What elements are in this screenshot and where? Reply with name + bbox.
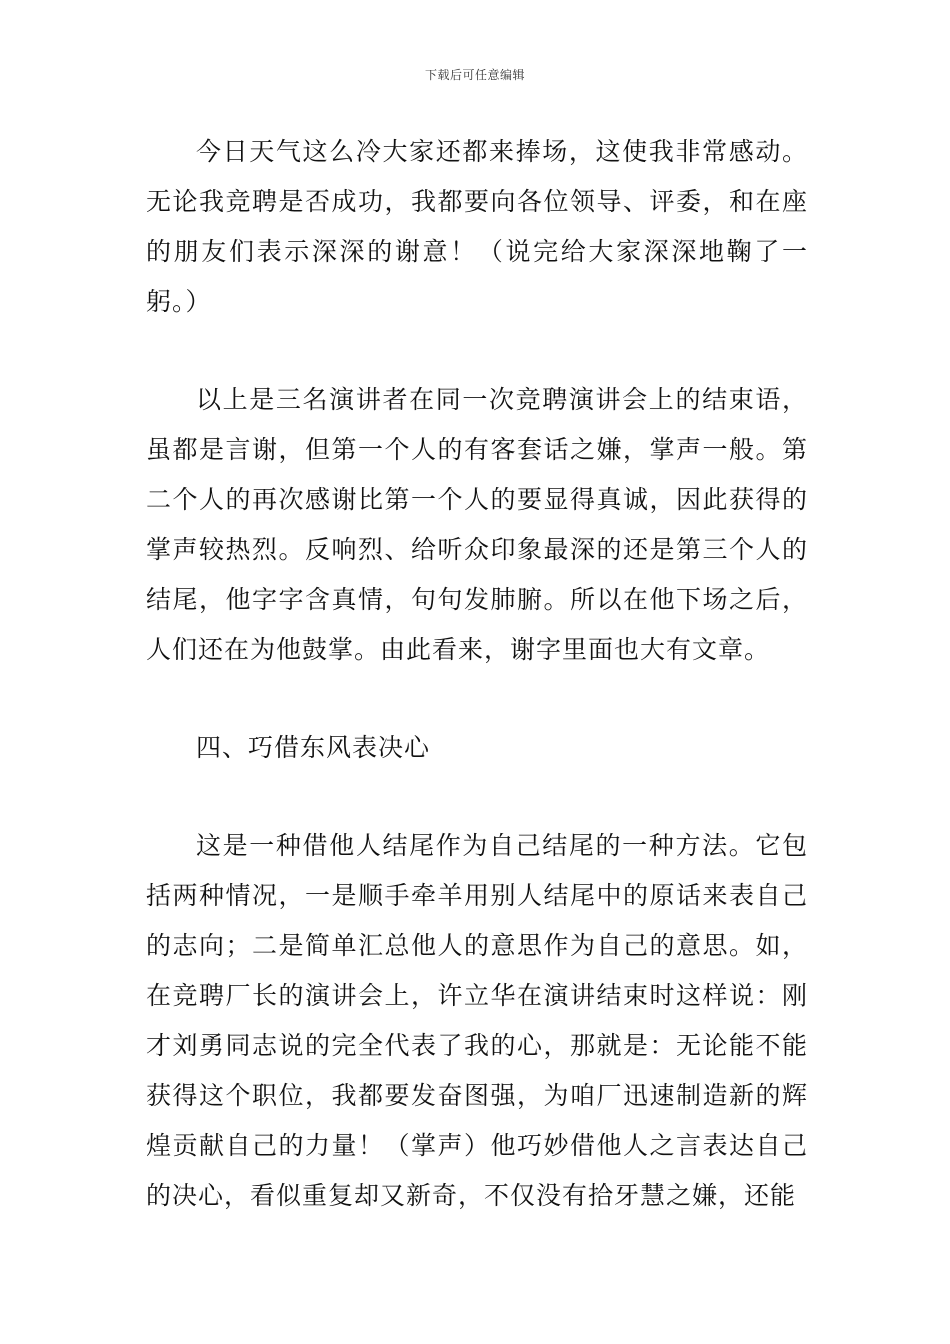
header-note: 下载后可任意编辑 bbox=[424, 68, 525, 82]
body-paragraph-1: 今日天气这么冷大家还都来捧场，这使我非常感动。无论我竞聘是否成功，我都要向各位领导、评委，和在座的朋友们表示深深的谢意！（说完给大家深深地鞠了一躬。） bbox=[146, 137, 808, 316]
document-body bbox=[146, 127, 808, 1221]
body-paragraph-3: 这是一种借他人结尾作为自己结尾的一种方法。它包括两种情况，一是顺手牵羊用别人结尾中的原话来表自己的志向；二是简单汇总他人的意思作为自己的意思。如，在竞聘厂长的演讲会上，许立华在演讲结束时这样说：刚才刘勇同志说的完全代表了我的心，那就是：无论能不能获得这个职位，我都要发奋图强，为咱厂迅速制造新的辉煌贡献自己的力量！（掌声）他巧妙借他人之言表达自己的决心，看似重复却又新奇，不仅没有拾牙慧之嫌，还能 bbox=[146, 831, 808, 1210]
body-paragraph-2: 以上是三名演讲者在同一次竞聘演讲会上的结束语，虽都是言谢，但第一个人的有客套话之嫌，掌声一般。第二个人的再次感谢比第一个人的要显得真诚，因此获得的掌声较热烈。反响烈、给听众印象最深的还是第三个人的结尾，他字字含真情，句句发肺腑。所以在他下场之后，人们还在为他鼓掌。由此看来，谢字里面也大有文章。 bbox=[146, 385, 808, 664]
section-heading: 四、巧借东风表决心 bbox=[196, 733, 431, 762]
